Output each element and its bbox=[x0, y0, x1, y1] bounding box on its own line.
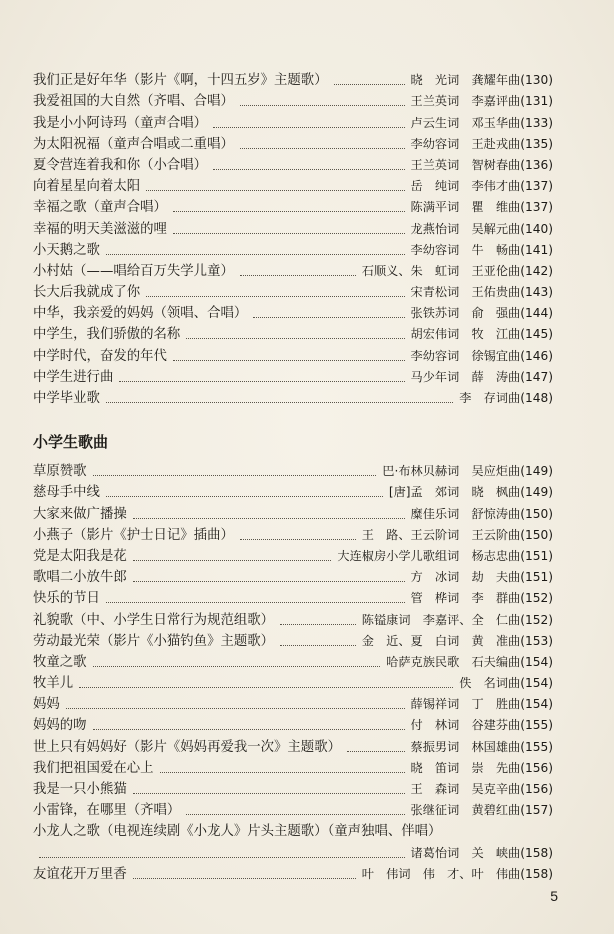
dot-leader bbox=[106, 402, 453, 403]
song-credit: 王 森词 吴克辛曲(156) bbox=[410, 782, 553, 796]
song-title: 友谊花开万里香 bbox=[33, 866, 127, 882]
song-title: 我们正是好年华（影片《啊，十四五岁》主题歌） bbox=[33, 73, 328, 89]
song-credit: 王兰英词 智树春曲(136) bbox=[410, 157, 553, 172]
toc-row bbox=[33, 650, 553, 671]
song-title: 礼貌歌（中、小学生日常行为规范组歌） bbox=[33, 612, 275, 628]
dot-leader bbox=[213, 169, 404, 170]
toc-row bbox=[33, 629, 553, 650]
song-credit: 李幼容词 牛 畅曲(141) bbox=[410, 242, 553, 257]
toc-row bbox=[33, 544, 553, 565]
song-title: 党是太阳我是花 bbox=[33, 548, 127, 564]
song-credit: [唐]孟 郊词 晓 枫曲(149) bbox=[388, 485, 553, 500]
song-credit: 张铁苏词 俞 强曲(144) bbox=[410, 306, 553, 321]
song-title: 中学毕业歌 bbox=[33, 391, 100, 406]
song-credit: 石顺义、朱 虹词 王亚伦曲(142) bbox=[361, 263, 553, 278]
song-title: 我是小小阿诗玛（童声合唱） bbox=[33, 115, 208, 131]
song-title: 小燕子（影片《护士日记》插曲） bbox=[33, 527, 234, 543]
dot-leader bbox=[106, 602, 405, 603]
toc-row bbox=[33, 565, 553, 586]
toc-row bbox=[33, 195, 553, 216]
song-credit: 李幼容词 王赴戎曲(135) bbox=[410, 136, 553, 151]
song-title: 草原赞歌 bbox=[33, 464, 87, 480]
song-title: 妈妈的吻 bbox=[33, 718, 87, 734]
song-title: 长大后我就成了你 bbox=[33, 285, 141, 301]
dot-leader bbox=[133, 793, 405, 794]
toc-row bbox=[33, 322, 553, 343]
dot-leader bbox=[133, 581, 405, 582]
song-credit: 蔡振男词 林国雄曲(155) bbox=[410, 739, 553, 754]
song-title: 向着星星向着太阳 bbox=[33, 179, 141, 195]
toc-row bbox=[33, 386, 553, 407]
dot-leader bbox=[173, 360, 405, 361]
toc-row bbox=[33, 153, 553, 174]
toc-row bbox=[33, 798, 553, 819]
song-credit: 胡宏伟词 牧 江曲(145) bbox=[410, 327, 553, 342]
song-credit: 龙燕怡词 吴解元曲(140) bbox=[410, 221, 553, 236]
song-title: 幸福的明天美滋滋的哩 bbox=[33, 221, 167, 237]
toc-row bbox=[33, 89, 553, 110]
song-credit: 佚 名词曲(154) bbox=[459, 676, 553, 691]
song-credit: 张继征词 黄碧红曲(157) bbox=[410, 803, 553, 818]
song-title: 夏令营连着我和你（小合唱） bbox=[33, 157, 208, 173]
dot-leader bbox=[133, 560, 332, 561]
dot-leader bbox=[240, 105, 405, 106]
song-credit: 晓 笛词 崇 先曲(156) bbox=[410, 760, 553, 775]
song-title: 小雷锋，在哪里（齐唱） bbox=[33, 803, 181, 819]
song-title: 世上只有妈妈好（影片《妈妈再爱我一次》主题歌） bbox=[33, 739, 341, 755]
song-credit: 王 路、王云阶词 王云阶曲(150) bbox=[361, 527, 553, 542]
song-title: 牧童之歌 bbox=[33, 654, 87, 670]
song-credit: 巴·布林贝赫词 吴应炬曲(149) bbox=[382, 464, 553, 479]
dot-leader bbox=[240, 539, 356, 540]
song-title: 我是一只小熊猫 bbox=[33, 782, 127, 797]
toc-row bbox=[33, 607, 553, 628]
toc-row bbox=[33, 713, 553, 734]
song-list-2 bbox=[33, 459, 553, 883]
toc-row bbox=[33, 259, 553, 280]
toc-row bbox=[33, 174, 553, 195]
toc-row bbox=[33, 756, 553, 777]
toc-row bbox=[33, 343, 553, 364]
song-credit: 薛锡祥词 丁 胜曲(154) bbox=[410, 697, 553, 712]
toc-row bbox=[33, 365, 553, 386]
toc-row bbox=[33, 480, 553, 501]
song-title: 慈母手中线 bbox=[33, 485, 100, 501]
dot-leader bbox=[79, 687, 453, 688]
song-title: 大家来做广播操 bbox=[33, 506, 127, 522]
dot-leader bbox=[106, 496, 383, 497]
toc-row bbox=[33, 777, 553, 798]
toc-row bbox=[33, 301, 553, 322]
dot-leader bbox=[93, 729, 405, 730]
song-title: 中华，我亲爱的妈妈（领唱、合唱） bbox=[33, 306, 248, 322]
song-credit: 付 林词 谷建芬曲(155) bbox=[410, 718, 553, 733]
song-title: 中学时代，奋发的年代 bbox=[33, 348, 167, 364]
toc-row bbox=[33, 734, 553, 755]
toc-row bbox=[33, 280, 553, 301]
song-title: 妈妈 bbox=[33, 697, 60, 713]
dot-leader bbox=[173, 211, 405, 212]
toc-row bbox=[33, 671, 553, 692]
song-title: 小村姑（——唱给百万失学儿童） bbox=[33, 263, 234, 279]
song-credit: 叶 伟词 伟 才、叶 伟曲(158) bbox=[361, 866, 553, 881]
song-credit: 糜佳乐词 舒惊涛曲(150) bbox=[410, 506, 553, 521]
dot-leader bbox=[146, 296, 404, 297]
dot-leader bbox=[119, 381, 404, 382]
toc-row bbox=[33, 586, 553, 607]
toc-row bbox=[33, 68, 553, 89]
toc-row bbox=[33, 501, 553, 522]
song-credit: 方 冰词 劫 夫曲(151) bbox=[410, 570, 553, 585]
dot-leader bbox=[133, 518, 405, 519]
toc-row-continuation bbox=[33, 840, 553, 861]
toc-row bbox=[33, 862, 553, 883]
song-title: 牧羊儿 bbox=[33, 676, 74, 692]
section-heading: 小学生歌曲 bbox=[33, 433, 109, 451]
dot-leader bbox=[186, 814, 404, 815]
toc-row bbox=[33, 238, 553, 259]
song-title: 小天鹅之歌 bbox=[33, 242, 100, 258]
song-list-section-2 bbox=[33, 430, 553, 883]
song-credit: 陈满平词 瞿 维曲(137) bbox=[410, 200, 553, 215]
dot-leader bbox=[160, 772, 405, 773]
song-title: 小龙人之歌（电视连续剧《小龙人》片头主题歌）（童声独唱、伴唱） bbox=[33, 824, 442, 840]
song-credit: 李 存词曲(148) bbox=[459, 391, 553, 405]
dot-leader bbox=[280, 624, 356, 625]
toc-row bbox=[33, 459, 553, 480]
dot-leader bbox=[93, 666, 381, 667]
song-title: 幸福之歌（童声合唱） bbox=[33, 200, 167, 216]
dot-leader bbox=[146, 190, 404, 191]
song-credit: 王兰英词 李嘉评曲(131) bbox=[410, 94, 553, 109]
dot-leader bbox=[280, 645, 356, 646]
dot-leader bbox=[133, 878, 356, 879]
dot-leader bbox=[213, 127, 404, 128]
song-credit: 岳 纯词 李伟才曲(137) bbox=[410, 179, 553, 194]
dot-leader bbox=[66, 708, 405, 709]
dot-leader bbox=[173, 233, 405, 234]
toc-row bbox=[33, 110, 553, 131]
song-list-section-1 bbox=[33, 68, 553, 407]
toc-row bbox=[33, 692, 553, 713]
song-credit: 马少年词 薛 涛曲(147) bbox=[410, 369, 553, 384]
song-title: 中学生进行曲 bbox=[33, 369, 114, 385]
song-credit: 管 桦词 李 群曲(152) bbox=[410, 591, 553, 606]
song-title: 中学生，我们骄傲的名称 bbox=[33, 327, 181, 343]
dot-leader bbox=[347, 751, 405, 752]
toc-row bbox=[33, 132, 553, 153]
dot-leader bbox=[186, 338, 404, 339]
song-title: 歌唱二小放牛郎 bbox=[33, 570, 127, 586]
song-credit: 诸葛怡词 关 峡曲(158) bbox=[410, 845, 553, 860]
song-credit: 李幼容词 徐锡宜曲(146) bbox=[410, 348, 553, 363]
song-credit: 卢云生词 邓玉华曲(133) bbox=[410, 115, 553, 130]
toc-row bbox=[33, 216, 553, 237]
dot-leader bbox=[106, 254, 405, 255]
dot-leader bbox=[240, 275, 356, 276]
toc-row bbox=[33, 523, 553, 544]
dot-leader bbox=[253, 317, 404, 318]
page-number: 5 bbox=[550, 888, 558, 904]
dot-leader bbox=[93, 475, 377, 476]
song-credit: 宋青松词 王佑贵曲(143) bbox=[410, 285, 553, 300]
song-credit: 陈镒康词 李嘉评、全 仁曲(152) bbox=[361, 612, 553, 627]
song-credit: 大连椒房小学儿歌组词 杨志忠曲(151) bbox=[337, 548, 553, 563]
song-credit: 哈萨克族民歌 石夫编曲(154) bbox=[386, 654, 553, 669]
song-title: 我爱祖国的大自然（齐唱、合唱） bbox=[33, 94, 234, 110]
song-credit: 晓 光词 龚耀年曲(130) bbox=[410, 73, 553, 88]
song-title: 为太阳祝福（童声合唱或二重唱） bbox=[33, 136, 234, 152]
song-title: 快乐的节日 bbox=[33, 591, 100, 607]
song-title: 我们把祖国爱在心上 bbox=[33, 760, 154, 776]
song-credit: 金 近、夏 白词 黄 准曲(153) bbox=[361, 633, 553, 648]
song-list-1 bbox=[33, 68, 553, 407]
song-title: 劳动最光荣（影片《小猫钓鱼》主题歌） bbox=[33, 633, 275, 649]
dot-leader bbox=[240, 148, 405, 149]
dot-leader bbox=[334, 84, 405, 85]
toc-row-wrapped-title bbox=[33, 819, 553, 840]
dot-leader bbox=[39, 857, 405, 858]
